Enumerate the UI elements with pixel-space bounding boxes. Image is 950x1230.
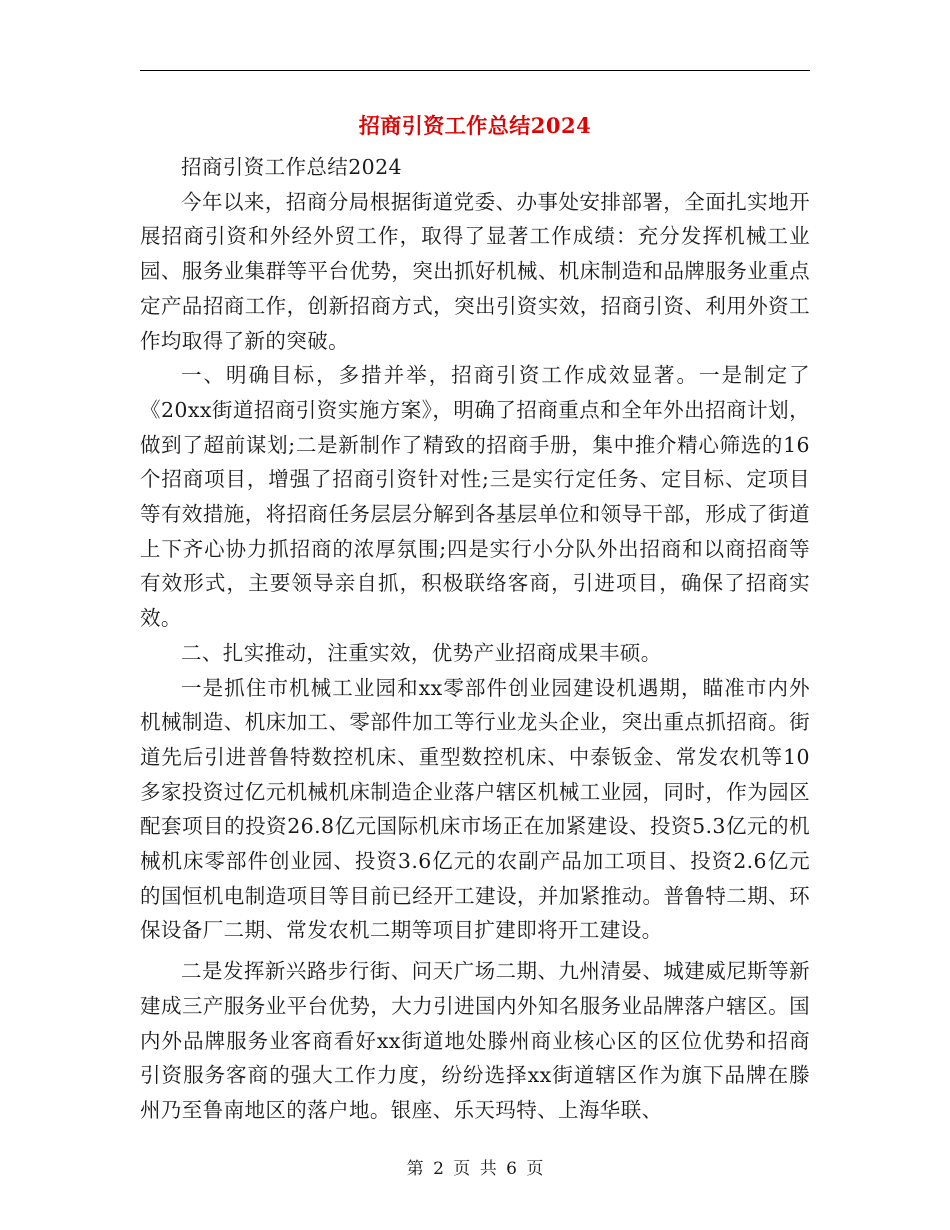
paragraph-intro: 今年以来，招商分局根据街道党委、办事处安排部署，全面扎实地开展招商引资和外经外贸工作，取得了显著工作成绩：充分发挥机械工业园、服务业集群等平台优势，突出抓好机械、机床制造和品牌服务业重点定产品招商工作，创新招商方式，突出引资实效，招商引资、利用外资工作均取得了新的突破。 [140,189,810,353]
document-body [140,150,810,1128]
paragraph-section-one: 一、明确目标，多措并举，招商引资工作成效显著。一是制定了《20xx街道招商引资实施方案》，明确了招商重点和全年外出招商计划，做到了超前谋划;二是新制作了精致的招商手册，集中推介精心筛选的16个招商项目，增强了招商引资针对性;三是实行定任务、定目标、定项目等有效措施，将招商任务层层分解到各基层单位和领导干部，形成了街道上下齐心协力抓招商的浓厚氛围;四是实行小分队外出招商和以商招商等有效形式，主要领导亲自抓，积极联络客商，引进项目，确保了招商实效。 [140,363,810,631]
document-title: 招商引资工作总结2024 [358,113,592,138]
header-rule [140,70,810,71]
paragraph-section-two-heading: 二、扎实推动，注重实效，优势产业招商成果丰硕。 [181,640,662,665]
paragraph-subtitle: 招商引资工作总结2024 [181,155,402,179]
paragraph-section-two-item-two: 二是发挥新兴路步行街、问天广场二期、九州清晏、城建威尼斯等新建成三产服务业平台优势，大力引进国内外知名服务业品牌落户辖区。国内外品牌服务业客商看好xx街道地处滕州商业核心区的区位优势和招商引资服务客商的强大工作力度，纷纷选择xx街道辖区作为旗下品牌在滕州乃至鲁南地区的落户地。银座、乐天玛特、上海华联、 [140,959,810,1122]
paragraph-section-two-item-one: 一是抓住市机械工业园和xx零部件创业园建设机遇期，瞄准市内外机械制造、机床加工、零部件加工等行业龙头企业，突出重点抓招商。街道先后引进普鲁特数控机床、重型数控机床、中泰钣金、常发农机等10多家投资过亿元机械机床制造企业落户辖区机械工业园，同时，作为园区配套项目的投资26.8亿元国际机床市场正在加紧建设、投资5.3亿元的机械机床零部件创业园、投资3.6亿元的农副产品加工项目、投资2.6亿元的国恒机电制造项目等目前已经开工建设，并加紧推动。普鲁特二期、环保设备厂二期、常发农机二期等项目扩建即将开工建设。 [140,675,810,943]
page-number-footer: 第 2 页 共 6 页 [406,1159,544,1179]
